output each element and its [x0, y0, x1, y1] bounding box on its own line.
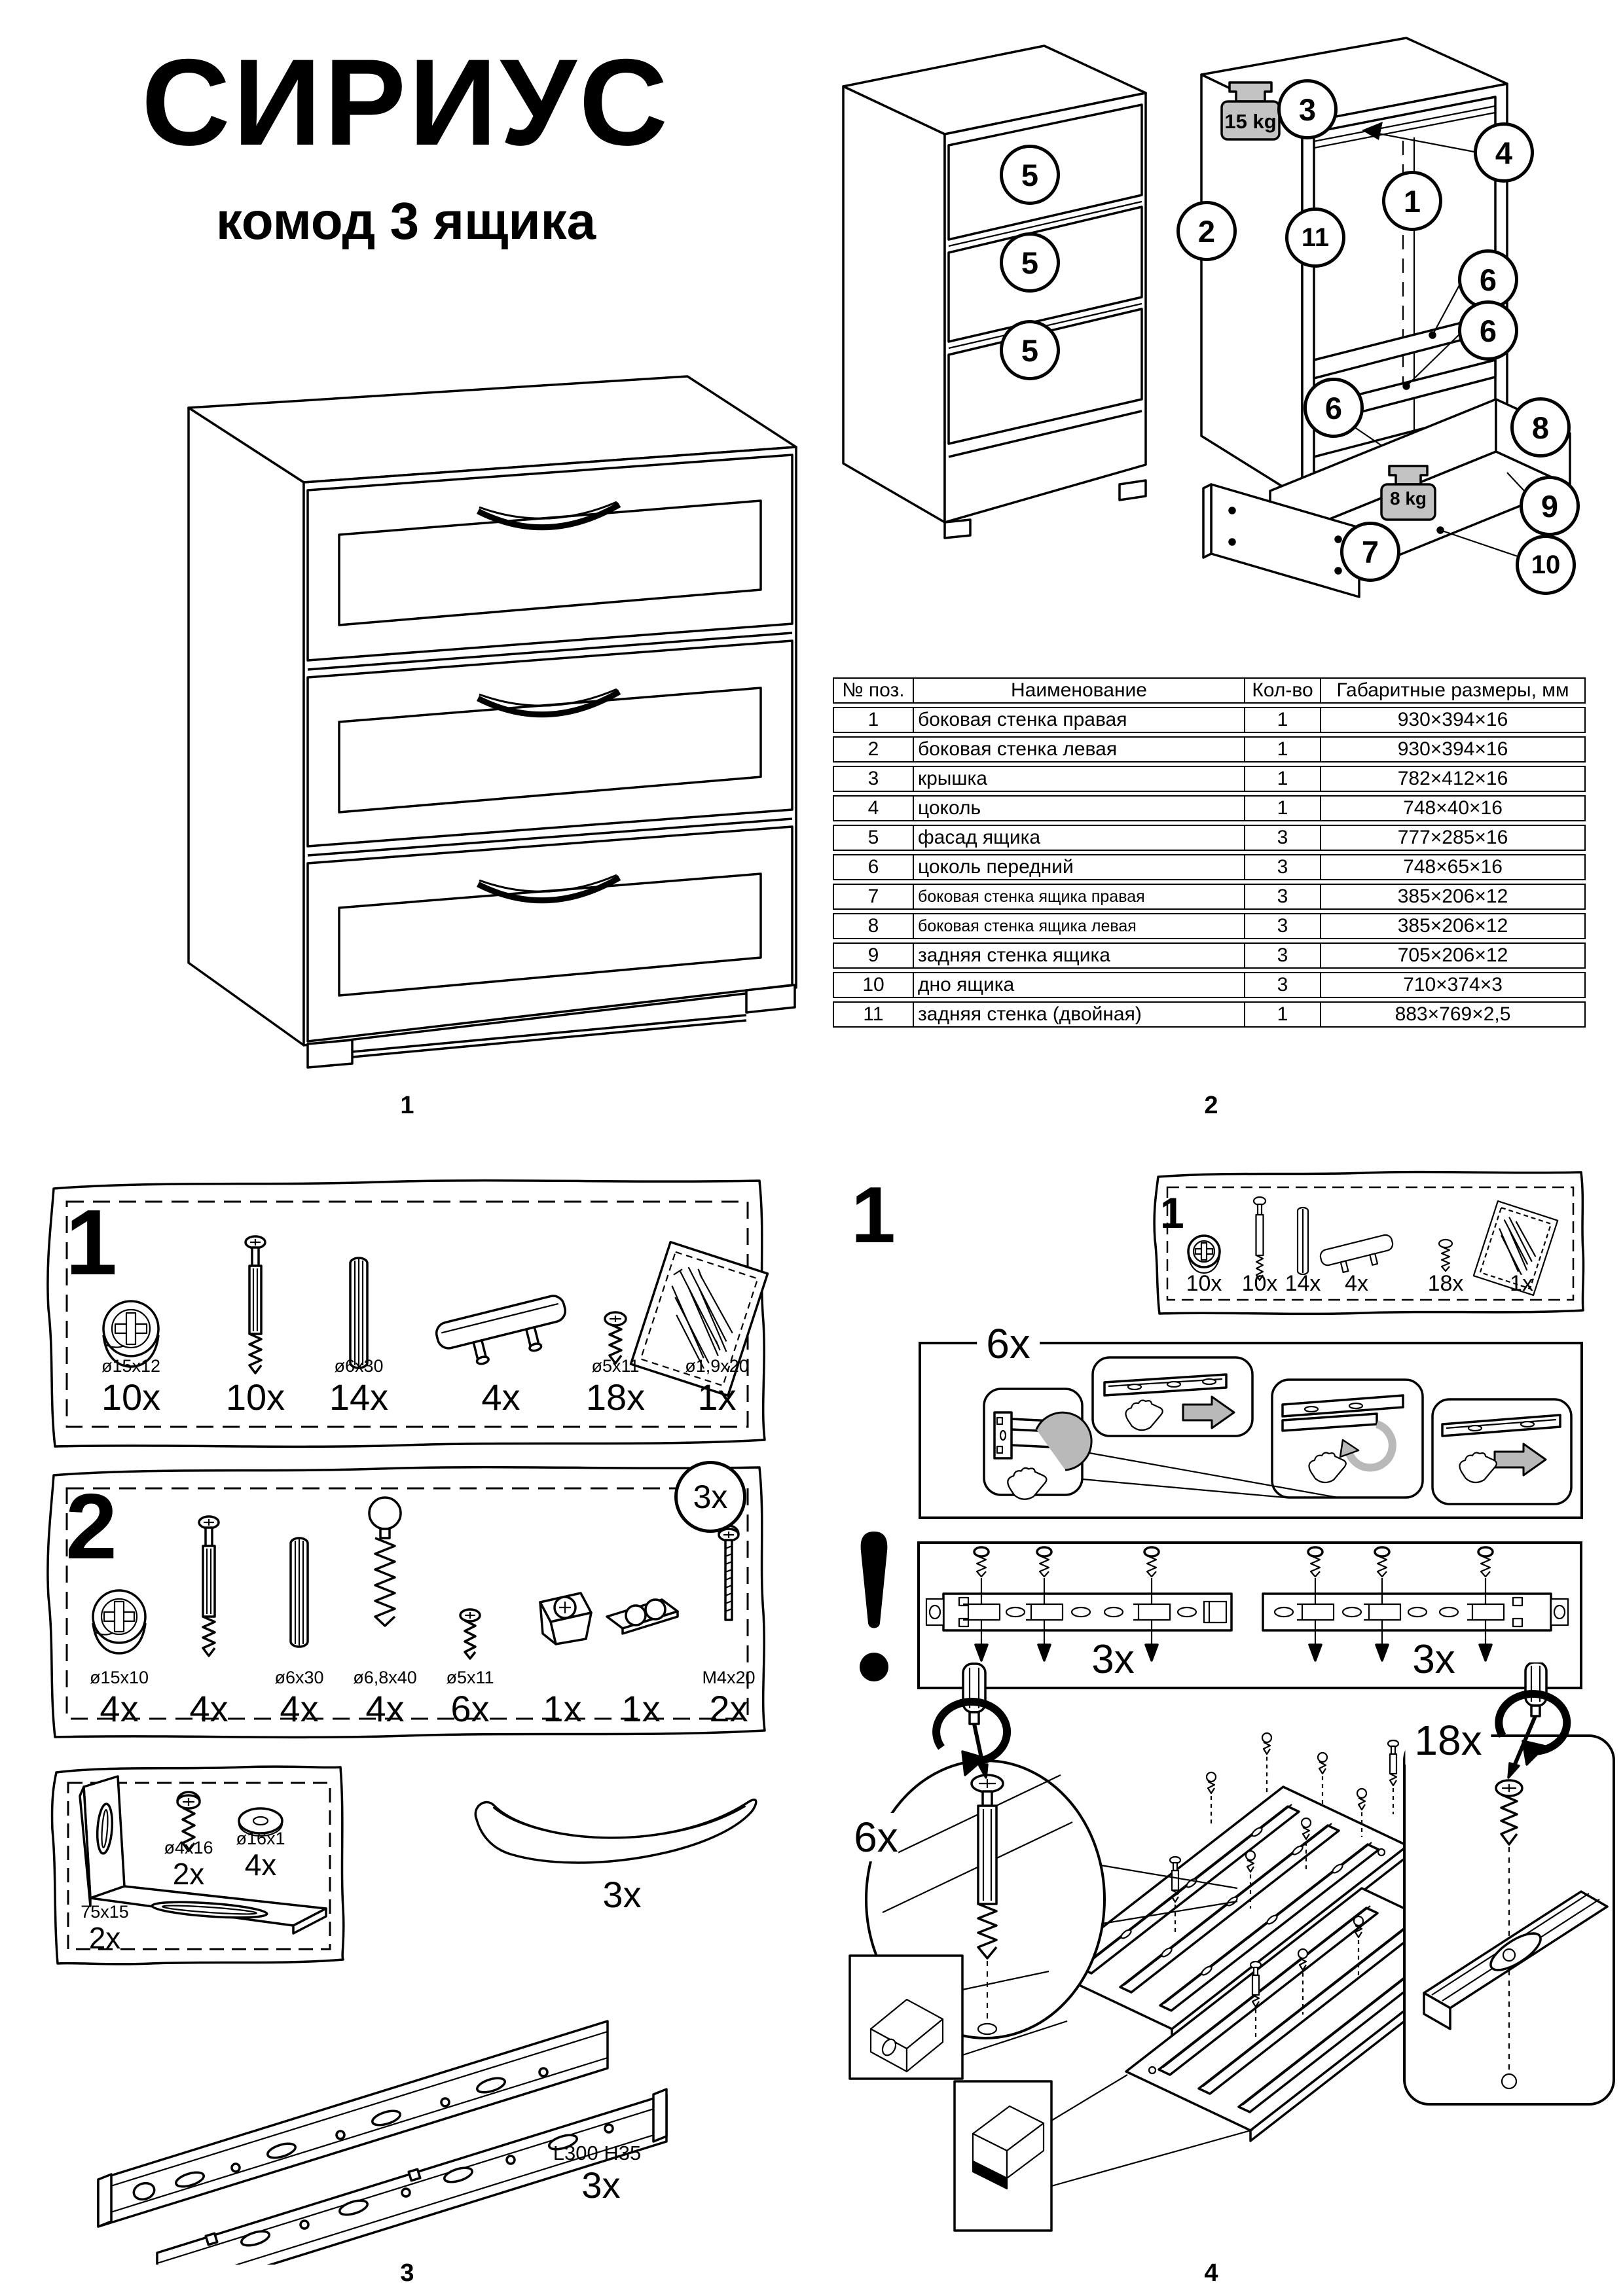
item-qty: 10x [101, 1376, 161, 1418]
table-row: 7 боковая стенка ящика правая 3 385×206×12 [833, 884, 1586, 910]
item-qty: 10x [1186, 1271, 1222, 1296]
dresser-front-illustration [111, 357, 818, 1083]
product-title: СИРИУС [141, 33, 671, 171]
callout-5c: 5 [1000, 320, 1060, 380]
step-1-box-number: 1 [1160, 1189, 1184, 1237]
callout-6c: 6 [1304, 378, 1364, 438]
item-qty: 4x [244, 1848, 277, 1882]
callout-6a: 6 [1458, 249, 1518, 310]
slide-model-label: L300 H35 [553, 2142, 642, 2164]
hardware-box-1-number: 1 [65, 1191, 117, 1295]
screw-qty: 18x [1405, 1716, 1491, 1765]
parts-table-header: № поз. Наименование Кол-во Габаритные размеры, мм [833, 677, 1586, 704]
cam-lock-icon [1188, 1236, 1220, 1273]
item-size: ø5x11 [446, 1668, 494, 1687]
dowel-icon [350, 1258, 367, 1368]
callout-11: 11 [1285, 207, 1345, 268]
item-size: ø6,8x40 [353, 1668, 417, 1687]
item-qty: 6x [450, 1688, 490, 1729]
dowel-icon [291, 1538, 308, 1647]
item-qty: 18x [585, 1376, 646, 1418]
item-qty: 14x [329, 1376, 389, 1418]
sheet-number-2: 2 [1204, 1092, 1218, 1119]
item-size: ø15x12 [101, 1356, 161, 1376]
item-size: ø1,9x20 [685, 1356, 749, 1376]
item-qty: 14x [1285, 1271, 1321, 1296]
callout-3: 3 [1277, 79, 1338, 139]
item-qty: 10x [225, 1376, 285, 1418]
callout-4: 4 [1474, 122, 1534, 183]
hardware-box-2 [39, 1458, 776, 1746]
table-row: 6 цоколь передний 3 748×65×16 [833, 854, 1586, 880]
handle-qty: 3x [602, 1874, 642, 1915]
rail-qty-left: 3x [1091, 1637, 1135, 1682]
weight-top-label: 15 kg [1224, 110, 1277, 133]
slide-prep-qty: 6x [977, 1319, 1040, 1368]
item-size: ø5x11 [591, 1356, 640, 1376]
callout-5b: 5 [1000, 232, 1060, 293]
repeat-3x-badge: 3x [674, 1461, 746, 1533]
item-size: ø4x16 [164, 1838, 213, 1857]
callout-6b: 6 [1458, 300, 1518, 361]
item-qty: 1x [697, 1376, 737, 1418]
item-qty: 1x [1510, 1271, 1533, 1296]
item-qty: 4x [280, 1688, 319, 1729]
item-qty: 2x [709, 1688, 748, 1729]
item-qty: 4x [100, 1688, 139, 1729]
item-qty: 18x [1427, 1271, 1464, 1296]
item-qty: 1x [621, 1688, 661, 1729]
step-1-hardware-box [1149, 1166, 1591, 1320]
sheet-number-4: 4 [1204, 2259, 1218, 2287]
item-size: M4x20 [702, 1668, 756, 1687]
callout-2: 2 [1176, 201, 1237, 261]
callout-10: 10 [1516, 535, 1576, 595]
weight-drawer-label: 8 kg [1389, 488, 1427, 509]
handle-part-illustration [452, 1792, 766, 1880]
table-row: 11 задняя стенка (двойная) 1 883×769×2,5 [833, 1001, 1586, 1028]
table-row: 2 боковая стенка левая 1 930×394×16 [833, 736, 1586, 762]
item-qty: 1x [543, 1688, 582, 1729]
callout-9: 9 [1520, 476, 1580, 536]
slide-qty: 3x [581, 2164, 621, 2206]
item-qty: 4x [481, 1376, 520, 1418]
drawer-slide-illustration [46, 1964, 701, 2265]
sheet-number-3: 3 [400, 2259, 414, 2287]
item-size: ø6x30 [334, 1356, 384, 1376]
corner-bracket-icon [540, 1593, 591, 1644]
callout-5a: 5 [1000, 145, 1060, 205]
product-subtitle: комод 3 ящика [215, 192, 596, 250]
item-qty: 4x [365, 1688, 405, 1729]
step-1-number: 1 [851, 1170, 896, 1259]
table-row: 4 цоколь 1 748×40×16 [833, 795, 1586, 821]
item-qty: 10x [1241, 1271, 1278, 1296]
table-row: 9 задняя стенка ящика 3 705×206×12 [833, 942, 1586, 969]
item-qty: 2x [172, 1857, 205, 1891]
table-row: 1 боковая стенка правая 1 930×394×16 [833, 707, 1586, 733]
item-size: 75x15 [81, 1902, 129, 1922]
dowel-icon [1298, 1208, 1308, 1274]
item-qty: 4x [1345, 1271, 1368, 1296]
item-size: ø6x30 [274, 1668, 324, 1687]
callout-7: 7 [1340, 522, 1400, 582]
hardware-box-2-number: 2 [65, 1475, 117, 1579]
table-row: 3 крышка 1 782×412×16 [833, 766, 1586, 792]
parts-table [833, 674, 1586, 1031]
callout-8: 8 [1510, 397, 1571, 457]
table-row: 10 дно ящика 3 710×374×3 [833, 972, 1586, 998]
cam-lock-icon [93, 1590, 145, 1653]
rail-qty-right: 3x [1412, 1637, 1455, 1682]
table-row: 5 фасад ящика 3 777×285×16 [833, 825, 1586, 851]
table-row: 8 боковая стенка ящика левая 3 385×206×12 [833, 913, 1586, 939]
item-size: ø15x10 [89, 1668, 149, 1687]
rail-mounting-illustration [845, 1662, 1620, 2255]
item-qty: 2x [88, 1921, 121, 1955]
item-size: ø16x1 [236, 1829, 285, 1848]
callout-1: 1 [1382, 171, 1442, 231]
item-qty: 4x [189, 1688, 228, 1729]
sheet-number-1: 1 [400, 1092, 414, 1119]
cam-bolt-qty: 6x [854, 1814, 898, 1861]
